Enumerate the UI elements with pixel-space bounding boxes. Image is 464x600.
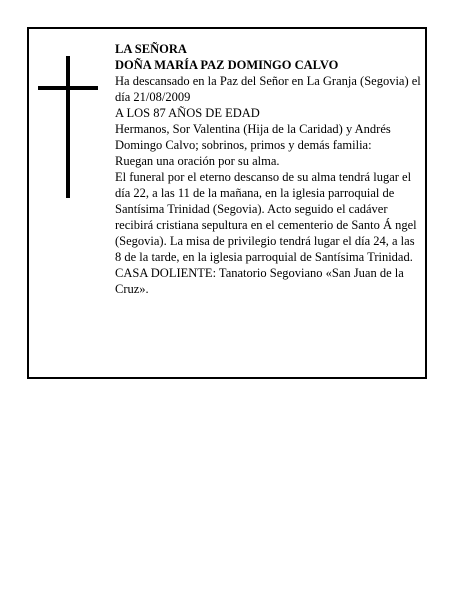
cross-icon <box>38 56 98 198</box>
notice-paragraph-mourning-house: CASA DOLIENTE: Tanatorio Segoviano «San Juan de la Cruz». <box>115 266 404 296</box>
notice-text <box>115 41 423 297</box>
notice-title-honorific: LA SEÑORA <box>115 42 187 56</box>
obituary-notice <box>27 27 427 379</box>
notice-paragraph-family: Hermanos, Sor Valentina (Hija de la Caridad) y Andrés Domingo Calvo; sobrinos, primos y demás familia: <box>115 122 391 152</box>
notice-paragraph-death: Ha descansado en la Paz del Señor en La Granja (Segovia) el día 21/08/2009 <box>115 74 421 104</box>
notice-paragraph-age: A LOS 87 AÑOS DE EDAD <box>115 106 260 120</box>
cross-vertical-bar <box>66 56 70 198</box>
notice-title-name: DOÑA MARÍA PAZ DOMINGO CALVO <box>115 58 339 72</box>
cross-horizontal-bar <box>38 86 98 90</box>
notice-paragraph-prayer: Ruegan una oración por su alma. <box>115 154 280 168</box>
notice-paragraph-funeral: El funeral por el eterno descanso de su alma tendrá lugar el día 22, a las 11 de la mañana, en la iglesia parroquial de Santísima Trinidad (Segovia). Acto seguido el cadáver recibirá cristiana sepultura en el cementerio de Santo Á ngel (Segovia). La misa de privilegio tendrá lugar el día 24, a las 8 de la tarde, en la iglesia parroquial de Santísima Trinidad. <box>115 170 417 264</box>
